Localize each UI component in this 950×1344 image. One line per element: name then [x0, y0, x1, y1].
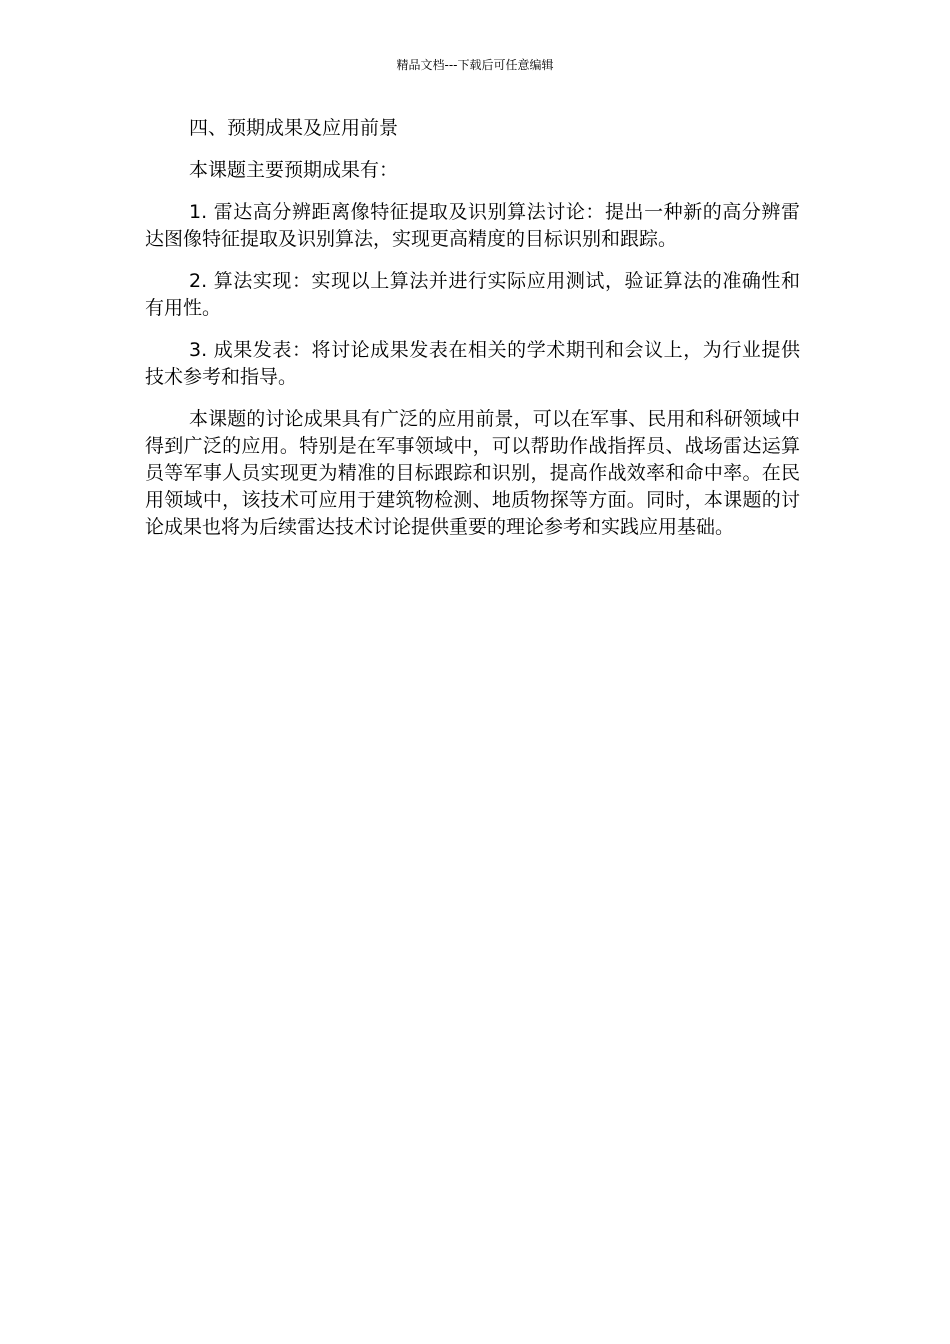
- intro-paragraph: 本课题主要预期成果有：: [189, 159, 399, 181]
- list-item: 1. 雷达高分辨距离像特征提取及识别算法讨论：提出一种新的高分辨雷达图像特征提取及识别算法，实现更高精度的目标识别和跟踪。: [145, 201, 800, 250]
- document-body: [145, 115, 800, 556]
- list-item: 3. 成果发表：将讨论成果发表在相关的学术期刊和会议上，为行业提供技术参考和指导。: [145, 339, 800, 388]
- page-header: 精品文档---下载后可任意编辑: [396, 58, 554, 72]
- section-heading: 四、预期成果及应用前景: [189, 117, 399, 139]
- list-item: 2. 算法实现：实现以上算法并进行实际应用测试，验证算法的准确性和有用性。: [145, 270, 800, 319]
- conclusion-paragraph: 本课题的讨论成果具有广泛的应用前景，可以在军事、民用和科研领域中得到广泛的应用。特别是在军事领域中，可以帮助作战指挥员、战场雷达运算员等军事人员实现更为精准的目标跟踪和识别，提高作战效率和命中率。在民用领域中，该技术可应用于建筑物检测、地质物探等方面。同时，本课题的讨论成果也将为后续雷达技术讨论提供重要的理论参考和实践应用基础。: [145, 408, 800, 538]
